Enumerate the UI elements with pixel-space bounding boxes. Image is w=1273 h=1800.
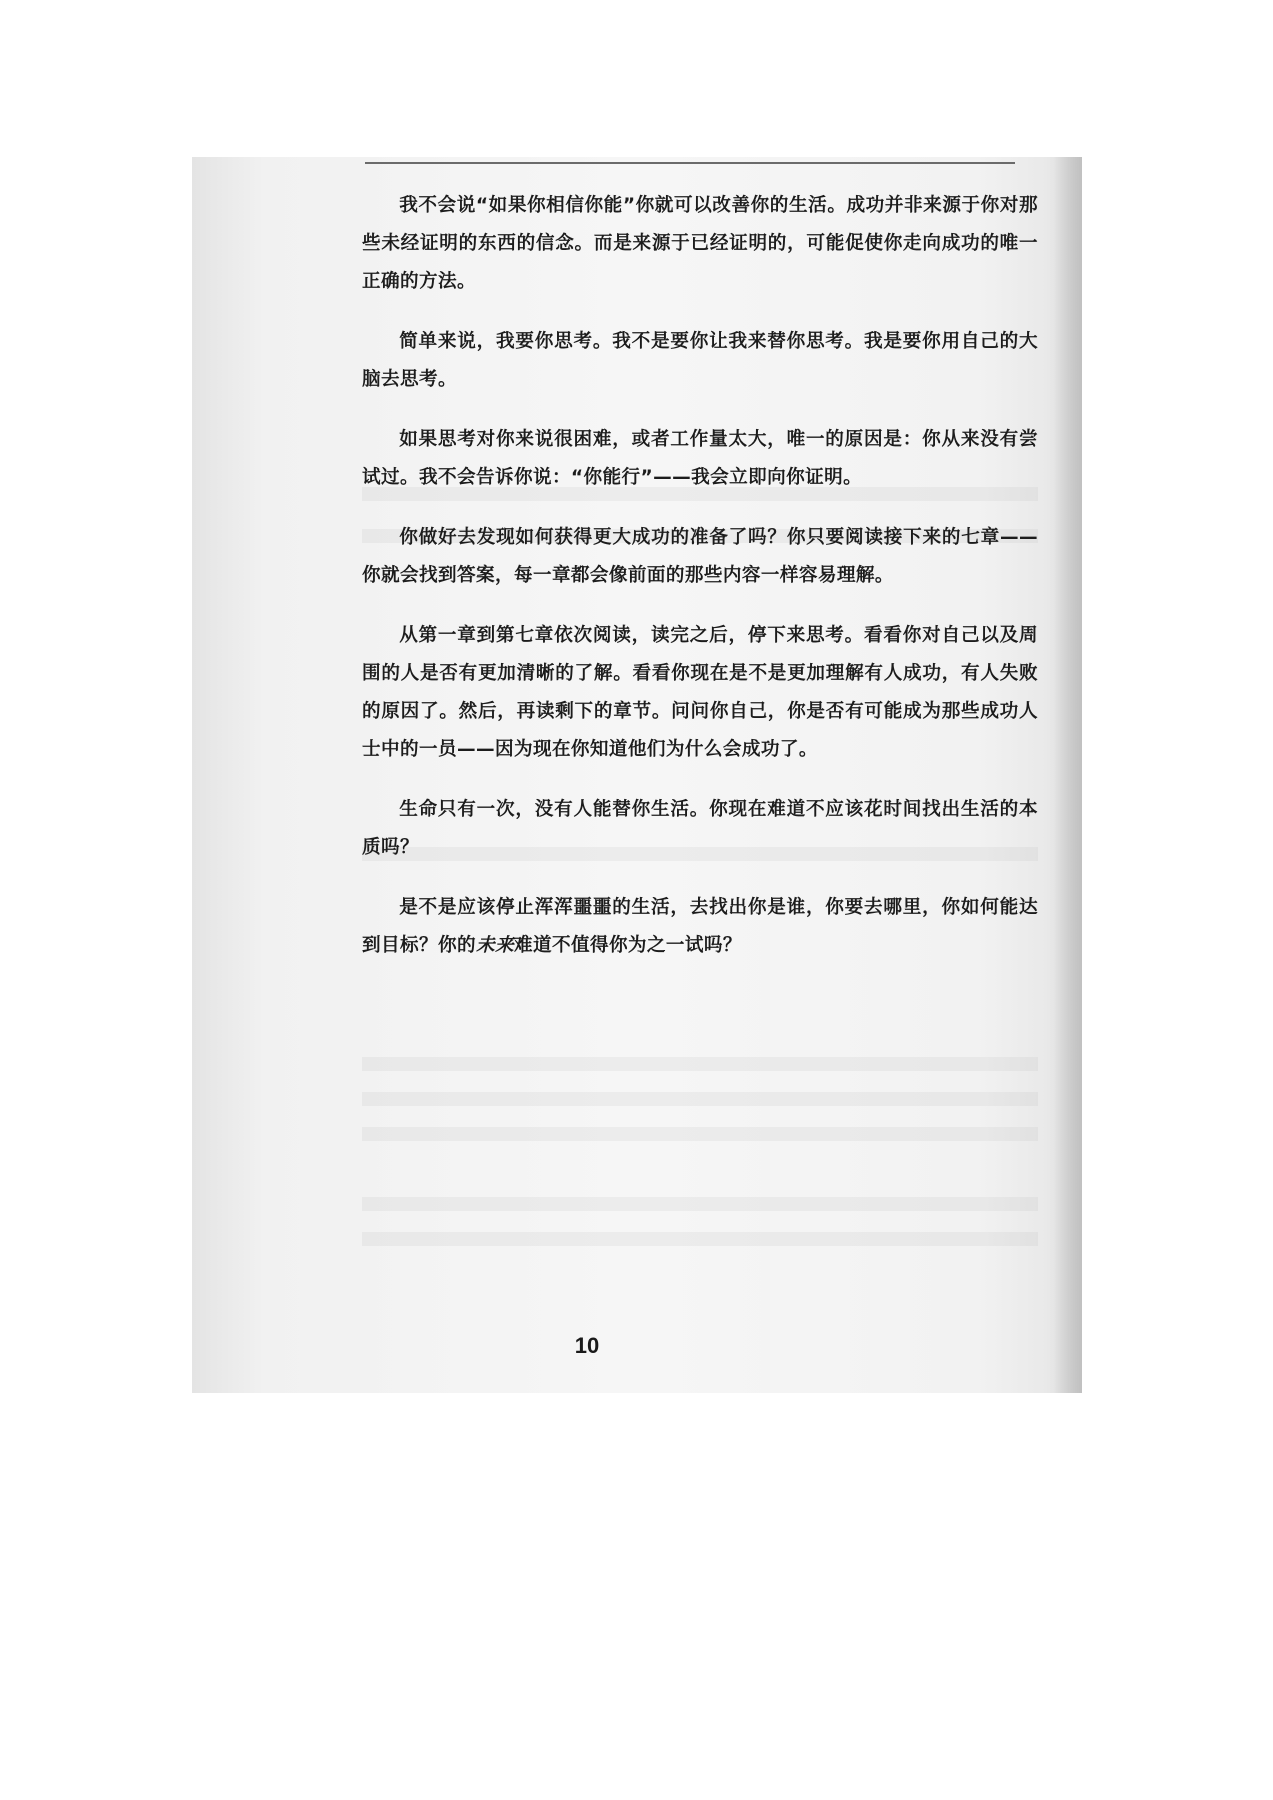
- scanned-page: [192, 157, 1082, 1393]
- paragraph-7-end: 难道不值得你为之一试吗？: [513, 935, 742, 956]
- paragraph-7-start: 是不是应该停止浑浑噩噩的生活，去找出你是谁，你要去哪里，你如何能达到目标？你的: [362, 897, 1038, 956]
- show-through-shadow: [362, 1197, 1038, 1211]
- paragraph-4: 你做好去发现如何获得更大成功的准备了吗？你只要阅读接下来的七章——你就会找到答案，每一章都会像前面的那些内容一样容易理解。: [362, 527, 1038, 586]
- paragraph-1: 我不会说“如果你相信你能”你就可以改善你的生活。成功并非来源于你对那些未经证明的东西的信念。而是来源于已经证明的，可能促使你走向成功的唯一正确的方法。: [362, 195, 1038, 292]
- paragraph-6: 生命只有一次，没有人能替你生活。你现在难道不应该花时间找出生活的本质吗？: [362, 799, 1038, 858]
- emphasis-future: 未来: [475, 935, 514, 956]
- show-through-shadow: [362, 1092, 1038, 1106]
- paragraph-5: 从第一章到第七章依次阅读，读完之后，停下来思考。看看你对自己以及周围的人是否有更加清晰的了解。看看你现在是不是更加理解有人成功，有人失败的原因了。然后，再读剩下的章节。问问你自己，你是否有可能成为那些成功人士中的一员——因为现在你知道他们为什么会成功了。: [362, 625, 1038, 760]
- body-text: [362, 187, 1038, 987]
- show-through-shadow: [362, 1057, 1038, 1071]
- show-through-shadow: [362, 1127, 1038, 1141]
- paragraph-2: 简单来说，我要你思考。我不是要你让我来替你思考。我是要你用自己的大脑去思考。: [362, 331, 1038, 390]
- page-number: 10: [574, 1333, 600, 1358]
- header-rule: [365, 162, 1015, 164]
- show-through-shadow: [362, 1232, 1038, 1246]
- paragraph-3: 如果思考对你来说很困难，或者工作量太大，唯一的原因是：你从来没有尝试过。我不会告诉你说：“你能行”——我会立即向你证明。: [362, 429, 1038, 488]
- paragraph-7: [362, 889, 1038, 965]
